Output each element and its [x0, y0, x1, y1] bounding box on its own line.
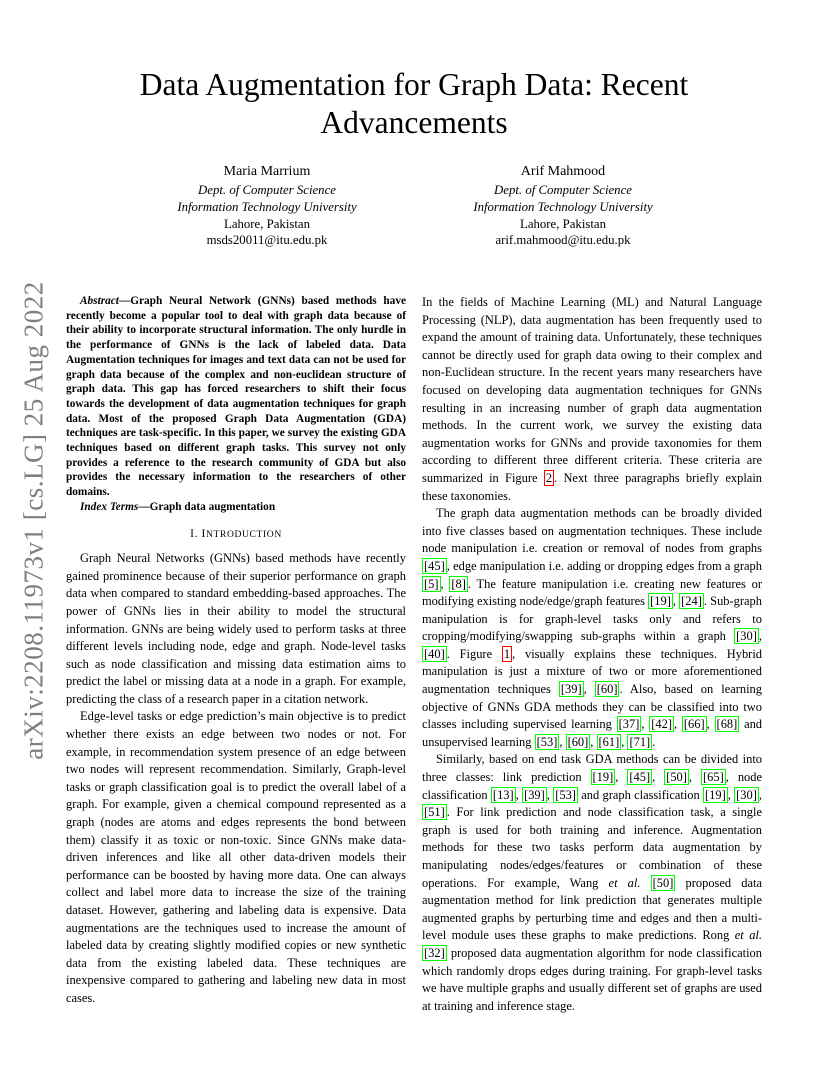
text: . Next three paragraphs briefly explain these taxonomies.: [422, 470, 762, 503]
text: ,: [641, 717, 650, 732]
text: . Figure: [446, 646, 502, 661]
text: , visually explains these techniques. Hybrid manipulation is just a mixture of two or more aforementioned augmentation techniques: [422, 646, 762, 697]
author-location: Lahore, Pakistan: [224, 216, 310, 231]
text: and graph classification: [577, 787, 704, 802]
text: ,: [515, 787, 523, 802]
citation-link[interactable]: [5]: [424, 576, 439, 591]
text: , node classification: [422, 770, 763, 802]
text-italic: et al.: [734, 928, 762, 943]
text: proposed data augmentation algorithm for node classification which randomly drops edges during training. For graph-level tasks we have multiple graphs and usually different set of graphs are used at training and inference stage.: [422, 945, 762, 1013]
citation-link[interactable]: [65]: [703, 770, 724, 785]
author-email: msds20011@itu.edu.pk: [206, 233, 328, 248]
text: ,: [440, 576, 450, 591]
citation-link[interactable]: [53]: [555, 787, 576, 802]
index-terms-label: Index Terms: [80, 500, 139, 513]
citation-link[interactable]: [50]: [652, 875, 674, 890]
section-first-letter: I: [201, 527, 206, 540]
text: ,: [758, 787, 762, 802]
citation-link[interactable]: [30]: [736, 787, 757, 802]
citation-link[interactable]: [68]: [716, 717, 738, 732]
author-email: arif.mahmood@itu.edu.pk: [495, 233, 631, 248]
citation-link[interactable]: [19]: [705, 787, 726, 802]
text: ,: [615, 770, 628, 785]
arxiv-id: arXiv:2208.11973v1 [cs.LG] 25 Aug 2022: [18, 280, 49, 760]
text: . Also, based on learning objective of GNNs GDA methods they can be classified into two classes including supervised learning: [422, 682, 762, 732]
citation-link[interactable]: [13]: [492, 787, 514, 802]
author-university: Information Technology University: [473, 199, 653, 214]
text: ,: [559, 734, 566, 749]
text: . The feature manipulation i.e. creating new features or modifying existing node/edge/graph features: [422, 576, 763, 609]
section-rest: NTRODUCTION: [205, 528, 282, 540]
citation-link[interactable]: [39]: [560, 682, 582, 697]
citation-link[interactable]: [30]: [736, 629, 757, 644]
text: ,: [688, 770, 702, 785]
paragraph: [422, 505, 762, 751]
abstract-text: —Graph Neural Network (GNNs) based methods have recently become a popular tool to deal with graph data because of their ability to incorporate structural information. The only hurdle in the performance of GNNs is the lack of labeled data. Data Augmentation techniques for images and text data can not be used for graph data because of the complex and non-euclidean structure of graph data. This gap has forced researchers to shift their focus towards the development of data augmentation techniques for graph data. Most of the proposed Graph Data Augmentation (GDA) techniques are task-specific. In this paper, we survey the existing GDA techniques based on different graph tasks. This survey not only provides a reference to the research community of GDA but also provides the necessary information to the researchers of other domains.: [66, 295, 406, 499]
section-numeral: I.: [190, 527, 202, 540]
citation-link[interactable]: [8]: [451, 576, 466, 591]
text: [640, 876, 650, 890]
text-italic: et al.: [608, 875, 641, 890]
abstract-label: Abstract: [80, 295, 119, 307]
author-block: [117, 163, 417, 249]
text: ,: [727, 787, 735, 802]
section-heading-introduction: [66, 526, 406, 544]
citation-link[interactable]: [19]: [650, 594, 671, 609]
index-terms-text: —Graph data augmentation: [138, 500, 276, 513]
author-university: Information Technology University: [177, 199, 357, 214]
text: ,: [672, 594, 680, 609]
text: ,: [546, 787, 554, 802]
paragraph: Graph Neural Networks (GNNs) based methods have recently gained prominence because of their superior performance on graph data when compared to standard embedding-based approaches. The power of GNNs lies in their ability to model the structural information. GNNs are being widely used to perform tasks at three different levels including node, edge and graph. Node-level tasks such as node classification and missing data estimation aims to predict the label or missing data at a node in a graph. For example, predicting the class of a research paper in a citation network.: [66, 551, 406, 706]
text: . For link prediction and node classification task, a single graph is used for both training and inference. Augmentation methods for these two tasks perform data augmentation by manipulating nodes/edges/features or combination of these operations. For example, Wang: [422, 805, 762, 890]
citation-link[interactable]: [32]: [424, 945, 445, 960]
text: . Sub-graph manipulation is for graph-level tasks only and refers to cropping/modifying/swapping sub-graphs within a graph: [422, 594, 762, 644]
paragraph: [422, 294, 762, 505]
paper-title: Data Augmentation for Graph Data: Recent Advancements: [139, 67, 689, 140]
text: Similarly, based on end task GDA methods can be divided into three classes: link prediction: [422, 752, 762, 785]
citation-link[interactable]: [61]: [598, 734, 620, 749]
text: ,: [706, 717, 715, 732]
text: and unsupervised learning: [422, 717, 763, 749]
paragraph: Edge-level tasks or edge prediction’s main objective is to predict whether there exists an edge between two nodes or not. For example, in recommendation system presence of an edge between two nodes will represent recommendation. Similarly, Graph-level tasks or graph classification goal is to predict the overall label of a graph. For example, given a chemical compound represented as a graph (nodes are atoms and edges represents the bond between them) classify it as toxic or non-toxic. Since GNNs make data-driven inferences and like all other data-driven models their performance can be boosted by having more data. One can always collect and label more data to increase the size of the training dataset. However, gathering and labeling data is expensive. Data augmentations are the techniques used to increase the amount of labeled data by creating slightly modified copies or new synthetic data from the existing labeled data. These techniques are inexpensive compared to gathering and labeling new data in most cases.: [66, 709, 406, 1005]
left-column: [66, 294, 406, 1008]
index-terms: [66, 500, 406, 515]
citation-link[interactable]: [53]: [536, 734, 558, 749]
citation-link[interactable]: [24]: [681, 594, 702, 609]
citation-link[interactable]: [71]: [629, 734, 651, 749]
citation-link[interactable]: [45]: [424, 558, 445, 573]
author-location: Lahore, Pakistan: [520, 216, 606, 231]
citation-link[interactable]: [42]: [651, 717, 672, 732]
citation-link[interactable]: [45]: [629, 770, 651, 785]
figure-link[interactable]: 1: [503, 646, 511, 661]
citation-link[interactable]: [39]: [524, 787, 545, 802]
citation-link[interactable]: [50]: [666, 770, 687, 785]
citation-link[interactable]: [19]: [592, 770, 614, 785]
text: .: [652, 734, 656, 749]
text: ,: [758, 629, 762, 644]
figure-link[interactable]: 2: [545, 470, 553, 485]
text: , edge manipulation i.e. adding or dropping edges from a graph: [446, 558, 762, 573]
text: proposed data augmentation method for link prediction that generates multiple augmented graphs by perturbing time and edges and then a multi-level module uses these graphs to make predictions. Rong: [422, 875, 763, 943]
arxiv-watermark: [6, 280, 62, 760]
abstract: [66, 294, 406, 500]
text: ,: [590, 734, 597, 749]
citation-link[interactable]: [60]: [596, 682, 618, 697]
citation-link[interactable]: [66]: [683, 717, 705, 732]
text: ,: [621, 734, 628, 749]
text: In the fields of Machine Learning (ML) and Natural Language Processing (NLP), data augmentation has been frequently used to expand the amount of training data. Unfortunately, these techniques cannot be directly used for graph data owing to their complex and non-Euclidean structure. In the recent years many researchers have focused on developing data augmentation techniques for GNNs resulting in an increasing number of graph data augmentation methods. In the current work, we survey the existing data augmentation works for GNNs and provide taxonomies for them according to different three different criteria. These criteria are summarized in Figure: [422, 295, 762, 485]
citation-link[interactable]: [60]: [567, 734, 589, 749]
right-column: [422, 294, 762, 1015]
author-block: [413, 163, 713, 249]
author-dept: Dept. of Computer Science: [198, 183, 336, 197]
citation-link[interactable]: [40]: [424, 646, 445, 661]
author-dept: Dept. of Computer Science: [494, 183, 632, 197]
text: ,: [583, 682, 595, 697]
author-name: Maria Marrium: [223, 164, 311, 179]
citation-link[interactable]: [51]: [424, 805, 445, 820]
paragraph: [422, 751, 762, 1015]
citation-link[interactable]: [37]: [618, 717, 640, 732]
text: The graph data augmentation methods can be broadly divided into five classes based on augmentation techniques. These include node manipulation i.e. creation or removal of nodes from graphs: [422, 506, 762, 556]
author-name: Arif Mahmood: [520, 164, 606, 179]
text: ,: [674, 717, 682, 732]
text: ,: [652, 770, 665, 785]
